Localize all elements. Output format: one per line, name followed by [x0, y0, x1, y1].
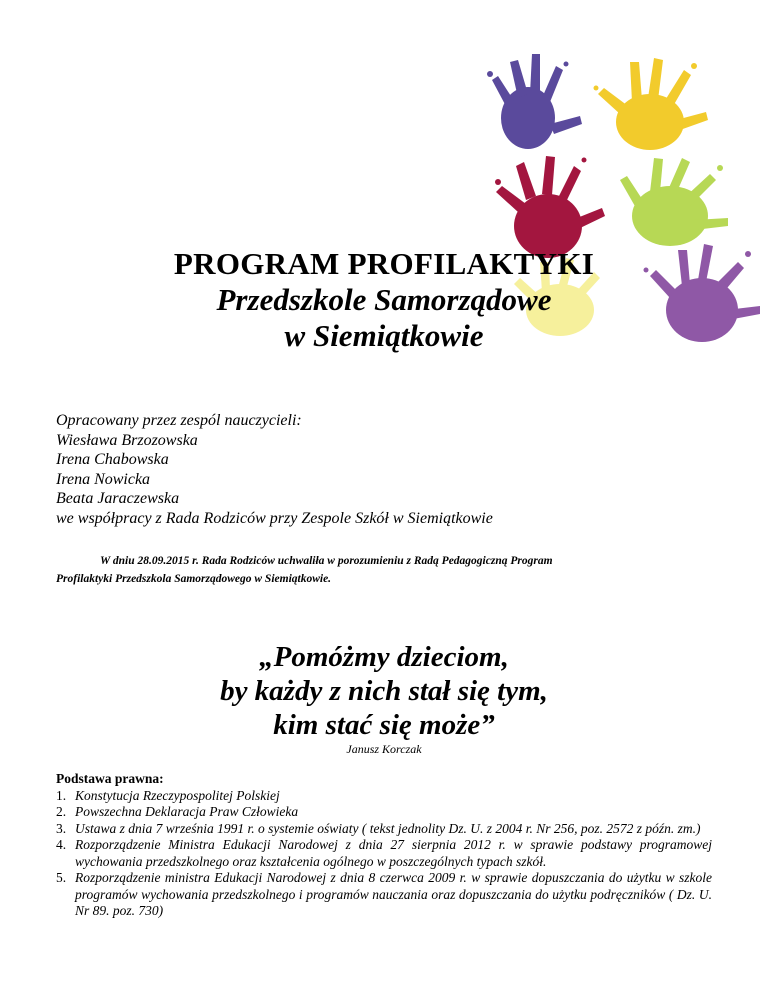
item-text: Ustawa z dnia 7 września 1991 r. o systemie oświaty ( tekst jednolity Dz. U. z 2004 r. Nr 256, poz. 2572 z późn. zm.) — [75, 820, 701, 836]
item-number: 1. — [56, 787, 67, 803]
resolution-statement — [56, 552, 708, 588]
list-item — [56, 821, 712, 838]
document-title-block — [0, 246, 768, 354]
cooperation-note: we współpracy z Rada Rodziców przy Zespole Szkół w Siemiątkowie — [56, 509, 493, 527]
item-number: 4. — [56, 837, 67, 852]
item-number: 5. — [56, 870, 67, 885]
red-handprint-icon — [495, 156, 605, 258]
quote-line-2: by każdy z nich stał się tym, — [220, 675, 548, 707]
institution-location: w Siemiątkowie — [284, 318, 484, 353]
item-text: Rozporządzenie ministra Edukacji Narodowej z dnia 8 czerwca 2009 r. w sprawie dopuszczania do użytku w szkole programów wychowania przedszkolnego i programów nauczania oraz dopuszczania do użytku podręczników ( Dz. U. Nr 89. poz. 730) — [75, 870, 712, 918]
author-name: Irena Nowicka — [56, 470, 151, 488]
author-name: Beata Jaraczewska — [56, 490, 180, 507]
item-text: Rozporządzenie Ministra Edukacji Narodowej z dnia 27 sierpnia 2012 r. w sprawie podstawy programowej wychowania przedszkolnego oraz kształcenia ogólnego w poszczególnych typach szkół. — [75, 837, 712, 869]
purple-handprint-icon — [487, 54, 582, 149]
item-number: 3. — [56, 820, 67, 836]
institution-name: Przedszkole Samorządowe — [216, 282, 552, 317]
authors-block — [56, 411, 493, 528]
item-number: 2. — [56, 804, 67, 819]
quote-line-1: „Pomóżmy dzieciom, — [259, 641, 509, 673]
list-item — [56, 837, 712, 870]
list-item — [56, 788, 712, 805]
list-item — [56, 804, 712, 821]
resolution-line-2: Profilaktyki Przedszkola Samorządowego w Siemiątkowie. — [56, 573, 332, 585]
legal-basis-list — [56, 788, 712, 920]
quote-line-3: kim stać się może” — [273, 709, 495, 741]
list-item — [56, 870, 712, 920]
item-text: Powszechna Deklaracja Praw Człowieka — [75, 804, 299, 819]
green-handprint-icon — [620, 158, 728, 246]
author-name: Irena Chabowska — [56, 451, 169, 468]
program-title: PROGRAM PROFILAKTYKI — [173, 246, 595, 281]
author-name: Wiesława Brzozowska — [56, 431, 198, 449]
quote-author: Janusz Korczak — [346, 742, 422, 756]
authors-intro: Opracowany przez zespól nauczycieli: — [56, 412, 302, 429]
legal-basis-heading: Podstawa prawna: — [56, 771, 164, 786]
legal-basis-section — [56, 771, 712, 920]
yellow-handprint-icon — [594, 58, 709, 150]
resolution-line-1: W dniu 28.09.2015 r. Rada Rodziców uchwaliła w porozumieniu z Radą Pedagogiczną Program — [100, 555, 553, 567]
item-text: Konstytucja Rzeczypospolitej Polskiej — [75, 787, 280, 803]
motto-quote — [0, 640, 768, 742]
